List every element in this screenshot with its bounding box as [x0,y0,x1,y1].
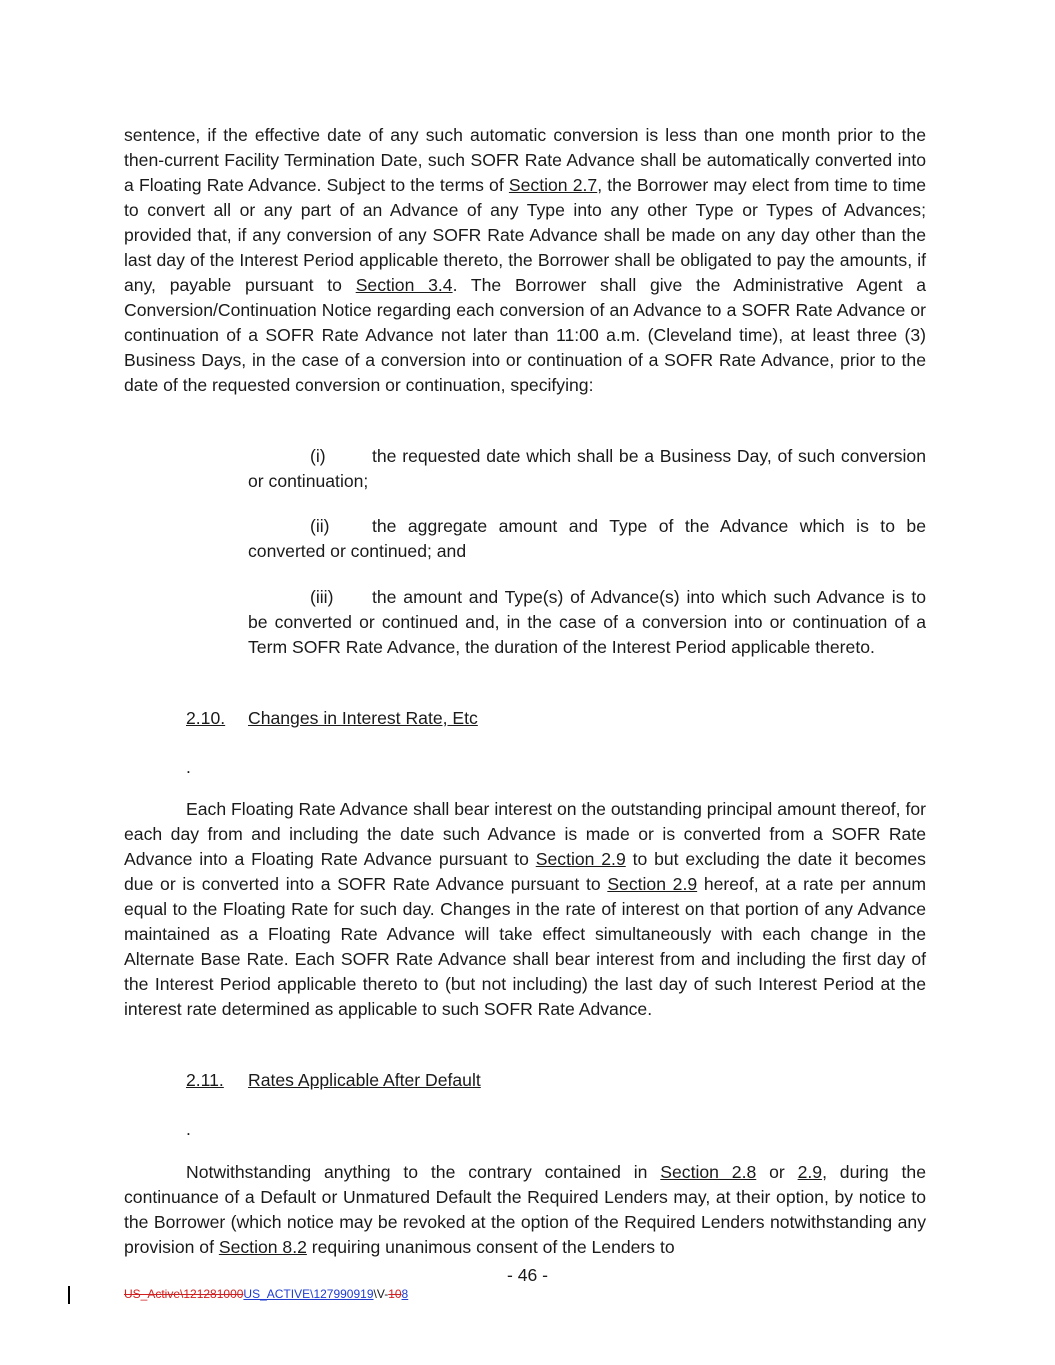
list-item-number: (ii) [310,516,330,536]
list-item-iii [248,585,926,660]
section-2-11-heading [186,1068,224,1093]
section-reference-2-9: Section 2.9 [607,874,698,894]
section-reference-3-4: Section 3.4 [355,275,453,295]
paragraph-text: Notwithstanding anything to the contrary contained in [186,1162,661,1182]
list-item-i [248,444,926,494]
section-title: Changes in Interest Rate, Etc [248,708,478,728]
paragraph-text: requiring unanimous consent of the Lenders to [306,1237,675,1257]
deleted-version: 10 [388,1287,402,1301]
list-item-number: (iii) [310,587,334,607]
page-number: - 46 - [506,1265,549,1285]
list-item-ii [248,514,926,564]
change-bar [68,1286,70,1304]
list-item-text: the requested date which shall be a Business Day, of such conversion or continuation; [248,446,926,491]
section-dot: . [186,757,191,777]
list-item-text: the aggregate amount and Type of the Advance which is to be converted or continued; and [248,516,926,561]
paragraph-conversion-continuation [124,123,926,398]
section-2-10-title [248,706,478,731]
section-number: 2.10. [186,708,226,728]
deleted-doc-id: US_Active\121281000 [124,1287,244,1301]
section-reference-8-2: Section 8.2 [218,1237,307,1257]
section-title: Rates Applicable After Default [248,1070,481,1090]
section-2-10-heading [186,706,225,731]
inserted-doc-id: US_ACTIVE\127990919 [243,1287,374,1301]
section-reference-2-7: Section 2.7 [508,175,598,195]
list-item-number: (i) [310,446,326,466]
version-prefix: \V- [373,1287,389,1301]
section-number: 2.11. [186,1070,224,1090]
section-reference-2-9: 2.9 [797,1162,823,1182]
paragraph-text: sentence, if the effective date of any such automatic conversion is less than one month prior to the then-current Facility Termination Date, such SOFR Rate Advance shall be automatically converted into a Floating Rate Advance. Subject to the terms of [124,125,926,195]
paragraph-text: , the Borrower may elect from time to time to convert all or any part of an Advance of any Type into any other Type or Types of Advances; provided that, if any conversion of any SOFR Rate Advance shall be made on any day other than the last day of the Interest Period applicable thereto, the Borrower shall be obligated to pay the amounts, if any, payable pursuant to [124,175,927,295]
paragraph-after-default [124,1160,926,1260]
paragraph-text: , during the continuance of a Default or Unmatured Default the Required Lenders may, at their option, by notice to the Borrower (which notice may be revoked at the option of the Required Lenders notwithstanding any provision of [124,1162,926,1257]
section-reference-2-9: Section 2.9 [535,849,626,869]
paragraph-text: to but excluding the date it becomes due or is converted into a SOFR Rate Advance pursuant to [124,849,926,894]
paragraph-text: or [756,1162,798,1182]
list-item-text: the amount and Type(s) of Advance(s) into which such Advance is to be converted or continued and, in the case of a conversion into or continuation of a Term SOFR Rate Advance, the duration of the Interest Period applicable thereto. [248,587,926,657]
paragraph-text: hereof, at a rate per annum equal to the Floating Rate for such day. Changes in the rate of interest on that portion of any Advance maintained as a Floating Rate Advance will take effect simultaneously with each change in the Alternate Base Rate. Each SOFR Rate Advance shall bear interest from and including the first day of the Interest Period applicable thereto to (but not including) the last day of such Interest Period at the interest rate determined as applicable to such SOFR Rate Advance. [124,874,927,1019]
document-footer-id [124,1286,408,1302]
section-2-11-title [248,1068,481,1093]
section-dot: . [186,1119,191,1139]
paragraph-text: Each Floating Rate Advance shall bear interest on the outstanding principal amount thereof, for each day from and including the date such Advance is made or is converted from a SOFR Rate Advance into a Floating Rate Advance pursuant to [124,799,926,869]
section-reference-2-8: Section 2.8 [660,1162,757,1182]
inserted-version: 8 [401,1287,409,1301]
paragraph-interest-rate [124,797,926,1022]
paragraph-text: . The Borrower shall give the Administrative Agent a Conversion/Continuation Notice regarding each conversion of an Advance to a SOFR Rate Advance or continuation of a SOFR Rate Advance not later than 11:00 a.m. (Cleveland time), at least three (3) Business Days, in the case of a conversion into or continuation of a SOFR Rate Advance, prior to the date of the requested conversion or continuation, specifying: [124,275,926,395]
